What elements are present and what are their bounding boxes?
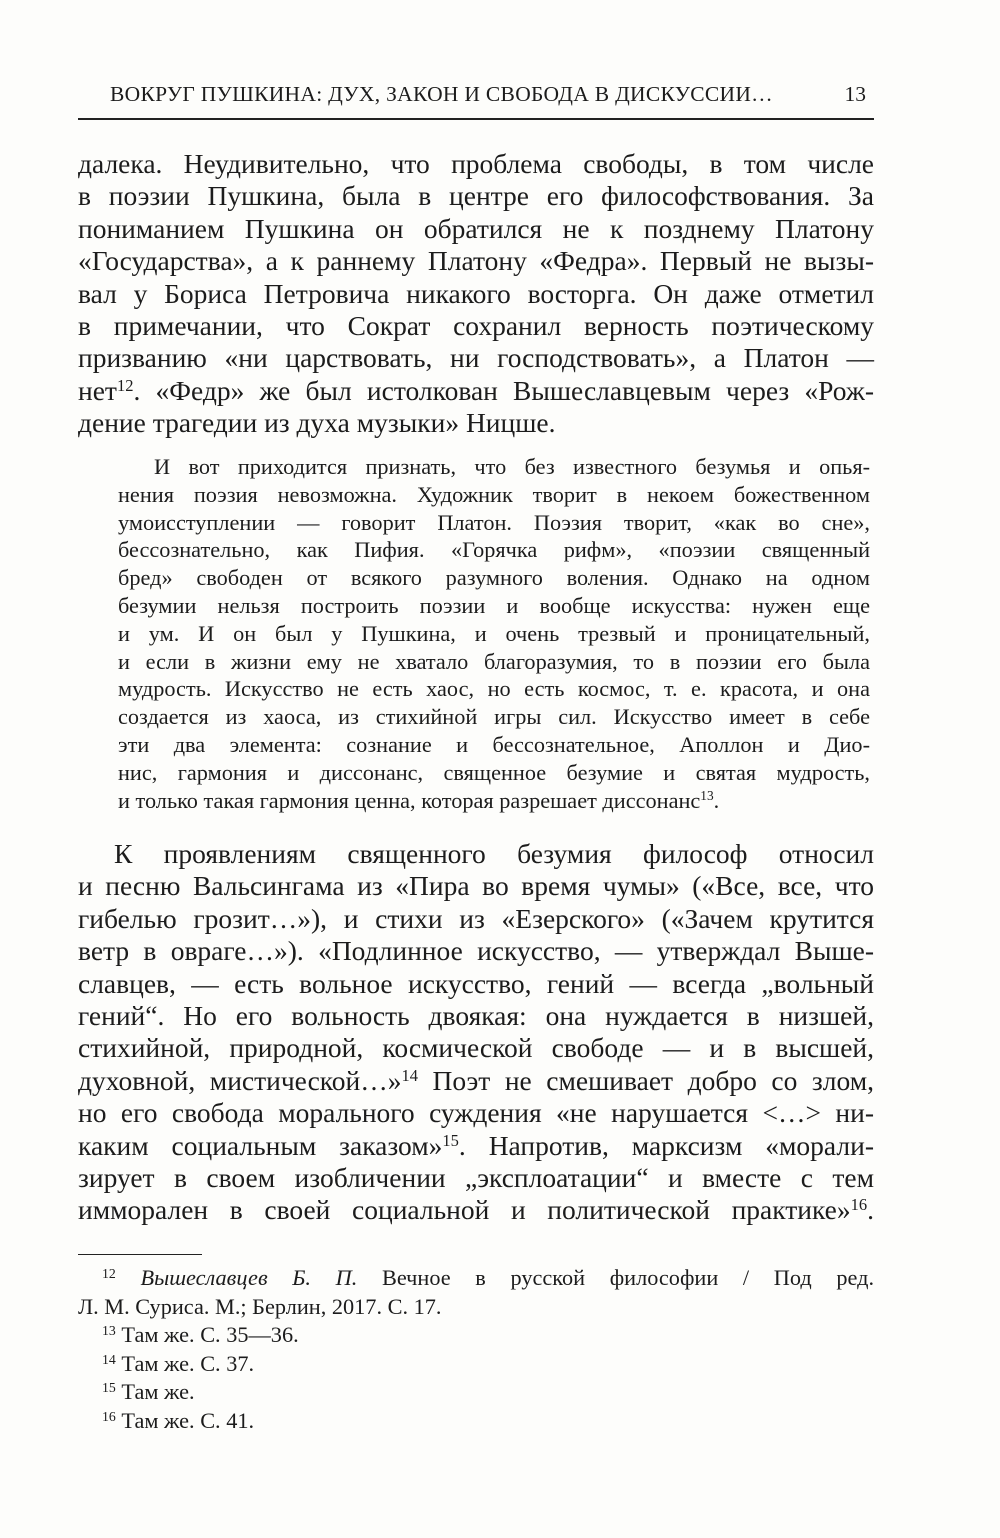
text-line: гений“. Но его вольность двоякая: она нуждается в низшей, <box>78 1000 874 1032</box>
text-fragment: нет <box>78 374 117 406</box>
text-fragment: . <box>867 1194 874 1226</box>
quote-line: нис, гармония и диссонанс, священное безумие и святая мудрость, <box>118 759 870 785</box>
footnote-line <box>78 1407 874 1436</box>
footnote-number: 12 <box>102 1266 116 1282</box>
text-fragment: . Напротив, марксизм «морали- <box>458 1129 874 1161</box>
text-line: славцев, — есть вольное искусство, гений — всегда „вольный <box>78 967 874 999</box>
running-header <box>78 82 874 120</box>
quote-line: создается из хаоса, из стихийной игры сил. Искусство имеет в себе <box>118 704 870 730</box>
block-quote <box>118 453 870 814</box>
footnote-ref-16[interactable]: 16 <box>850 1195 868 1215</box>
footnote-line <box>78 1378 874 1407</box>
footnote-text: Там же. С. 35—36. <box>115 1322 299 1348</box>
text-fragment: . <box>713 787 720 813</box>
text-line: зирует в своем изобличении „эксплоатации“ и вместе с тем <box>78 1162 874 1194</box>
text-line: стихийной, природной, космической свободе — и в высшей, <box>78 1032 874 1064</box>
text-line: дение трагедии из духа музыки» Ницше. <box>78 407 556 439</box>
footnote-ref-13[interactable]: 13 <box>700 788 714 804</box>
quote-line: и если в жизни ему не хватало благоразумия, то в поэзии его была <box>118 648 870 674</box>
text-line <box>78 375 874 407</box>
footnote-line: Л. М. Суриса. М.; Берлин, 2017. С. 17. <box>78 1293 442 1319</box>
quote-line: бессознательно, как Пифия. «Горячка рифм», «поэзии священный <box>118 537 870 563</box>
paragraph-2 <box>78 838 874 1227</box>
footnote-14 <box>78 1350 874 1379</box>
footnote-text: Там же. С. 41. <box>115 1407 255 1433</box>
text-line <box>78 1194 874 1226</box>
text-line <box>78 1130 874 1162</box>
footnotes <box>78 1264 874 1436</box>
text-line: далека. Неудивительно, что проблема свободы, в том числе <box>78 148 874 179</box>
footnote-16 <box>78 1407 874 1436</box>
text-line: гибелью грозит…»), и стихи из «Езерского» («Зачем крутится <box>78 902 874 934</box>
text-fragment: . «Федр» же был истолкован Вышеславцевым через «Рож- <box>133 374 874 406</box>
text-line: «Государства», а к раннему Платону «Федра». Первый не вызы- <box>78 245 874 277</box>
quote-line: нения поэзия невозможна. Художник творит в некоем божественном <box>118 481 870 507</box>
text-line: но его свобода морального суждения «не нарушается <…> ни- <box>78 1097 874 1129</box>
text-line: призванию «ни царствовать, ни господствовать», а Платон — <box>78 342 874 374</box>
footnote-number: 16 <box>102 1409 116 1425</box>
footnote-number: 13 <box>102 1323 116 1339</box>
footnote-text: Там же. С. 37. <box>115 1350 255 1376</box>
footnote-text: Там же. <box>115 1379 195 1405</box>
quote-line: и ум. И он был у Пушкина, и очень трезвый и проницательный, <box>118 620 870 646</box>
page-number: 13 <box>844 82 866 106</box>
footnote-line <box>78 1321 874 1350</box>
quote-line: И вот приходится признать, что без известного безумья и опья- <box>154 454 870 479</box>
text-line: в поэзии Пушкина, была в центре его философствования. За <box>78 180 874 212</box>
quote-line: безумии нельзя построить поэзии и вообще искусства: нужен еще <box>118 592 870 618</box>
footnote-number: 15 <box>102 1380 116 1396</box>
footnote-13 <box>78 1321 874 1350</box>
footnote-divider <box>78 1254 202 1255</box>
footnote-ref-15[interactable]: 15 <box>442 1130 459 1150</box>
footnote-line <box>78 1264 874 1293</box>
running-title: ВОКРУГ ПУШКИНА: ДУХ, ЗАКОН И СВОБОДА В ДИСКУССИИ… <box>110 82 773 106</box>
text-fragment: духовной, мистической…» <box>78 1064 402 1096</box>
footnote-number: 14 <box>102 1351 116 1367</box>
text-line: ветр в овраге…»). «Подлинное искусство, — утверждал Выше- <box>78 935 874 967</box>
text-line: и песню Вальсингама из «Пира во время чумы» («Все, все, что <box>78 870 874 902</box>
text-line: вал у Бориса Петровича никакого восторга. Он даже отметил <box>78 277 874 309</box>
text-line: К проявлениям священного безумия философ относил <box>114 838 874 869</box>
text-line <box>78 1065 874 1097</box>
footnote-ref-14[interactable]: 14 <box>401 1065 418 1085</box>
footnote-text: Вечное в русской философии / Под ред. <box>357 1265 875 1290</box>
text-fragment: имморален в своей социальной и политической практике» <box>78 1194 851 1226</box>
quote-line: бред» свободен от всякого разумного воления. Однако на одном <box>118 565 870 591</box>
paragraph-1 <box>78 148 874 440</box>
quote-line: умоисступлении — говорит Платон. Поэзия творит, «как во сне», <box>118 509 870 535</box>
footnote-15 <box>78 1378 874 1407</box>
text-fragment: каким социальным заказом» <box>78 1129 443 1161</box>
quote-line: мудрость. Искусство не есть хаос, но есть космос, т. е. красота, и она <box>118 676 870 702</box>
quote-line <box>118 787 870 815</box>
footnote-12 <box>78 1264 874 1321</box>
quote-line: эти два элемента: сознание и бессознательное, Аполлон и Дио- <box>118 731 870 757</box>
text-line: пониманием Пушкина он обратился не к позднему Платону <box>78 212 874 244</box>
footnote-author: Вышеславцев Б. П. <box>140 1265 358 1290</box>
text-line: в примечании, что Сократ сохранил верность поэтическому <box>78 310 874 342</box>
text-fragment: и только такая гармония ценна, которая разрешает диссонанс <box>118 787 701 813</box>
text-fragment: Поэт не смешивает добро со злом, <box>417 1064 875 1096</box>
footnote-line <box>78 1350 874 1379</box>
footnote-ref-12[interactable]: 12 <box>116 375 134 395</box>
